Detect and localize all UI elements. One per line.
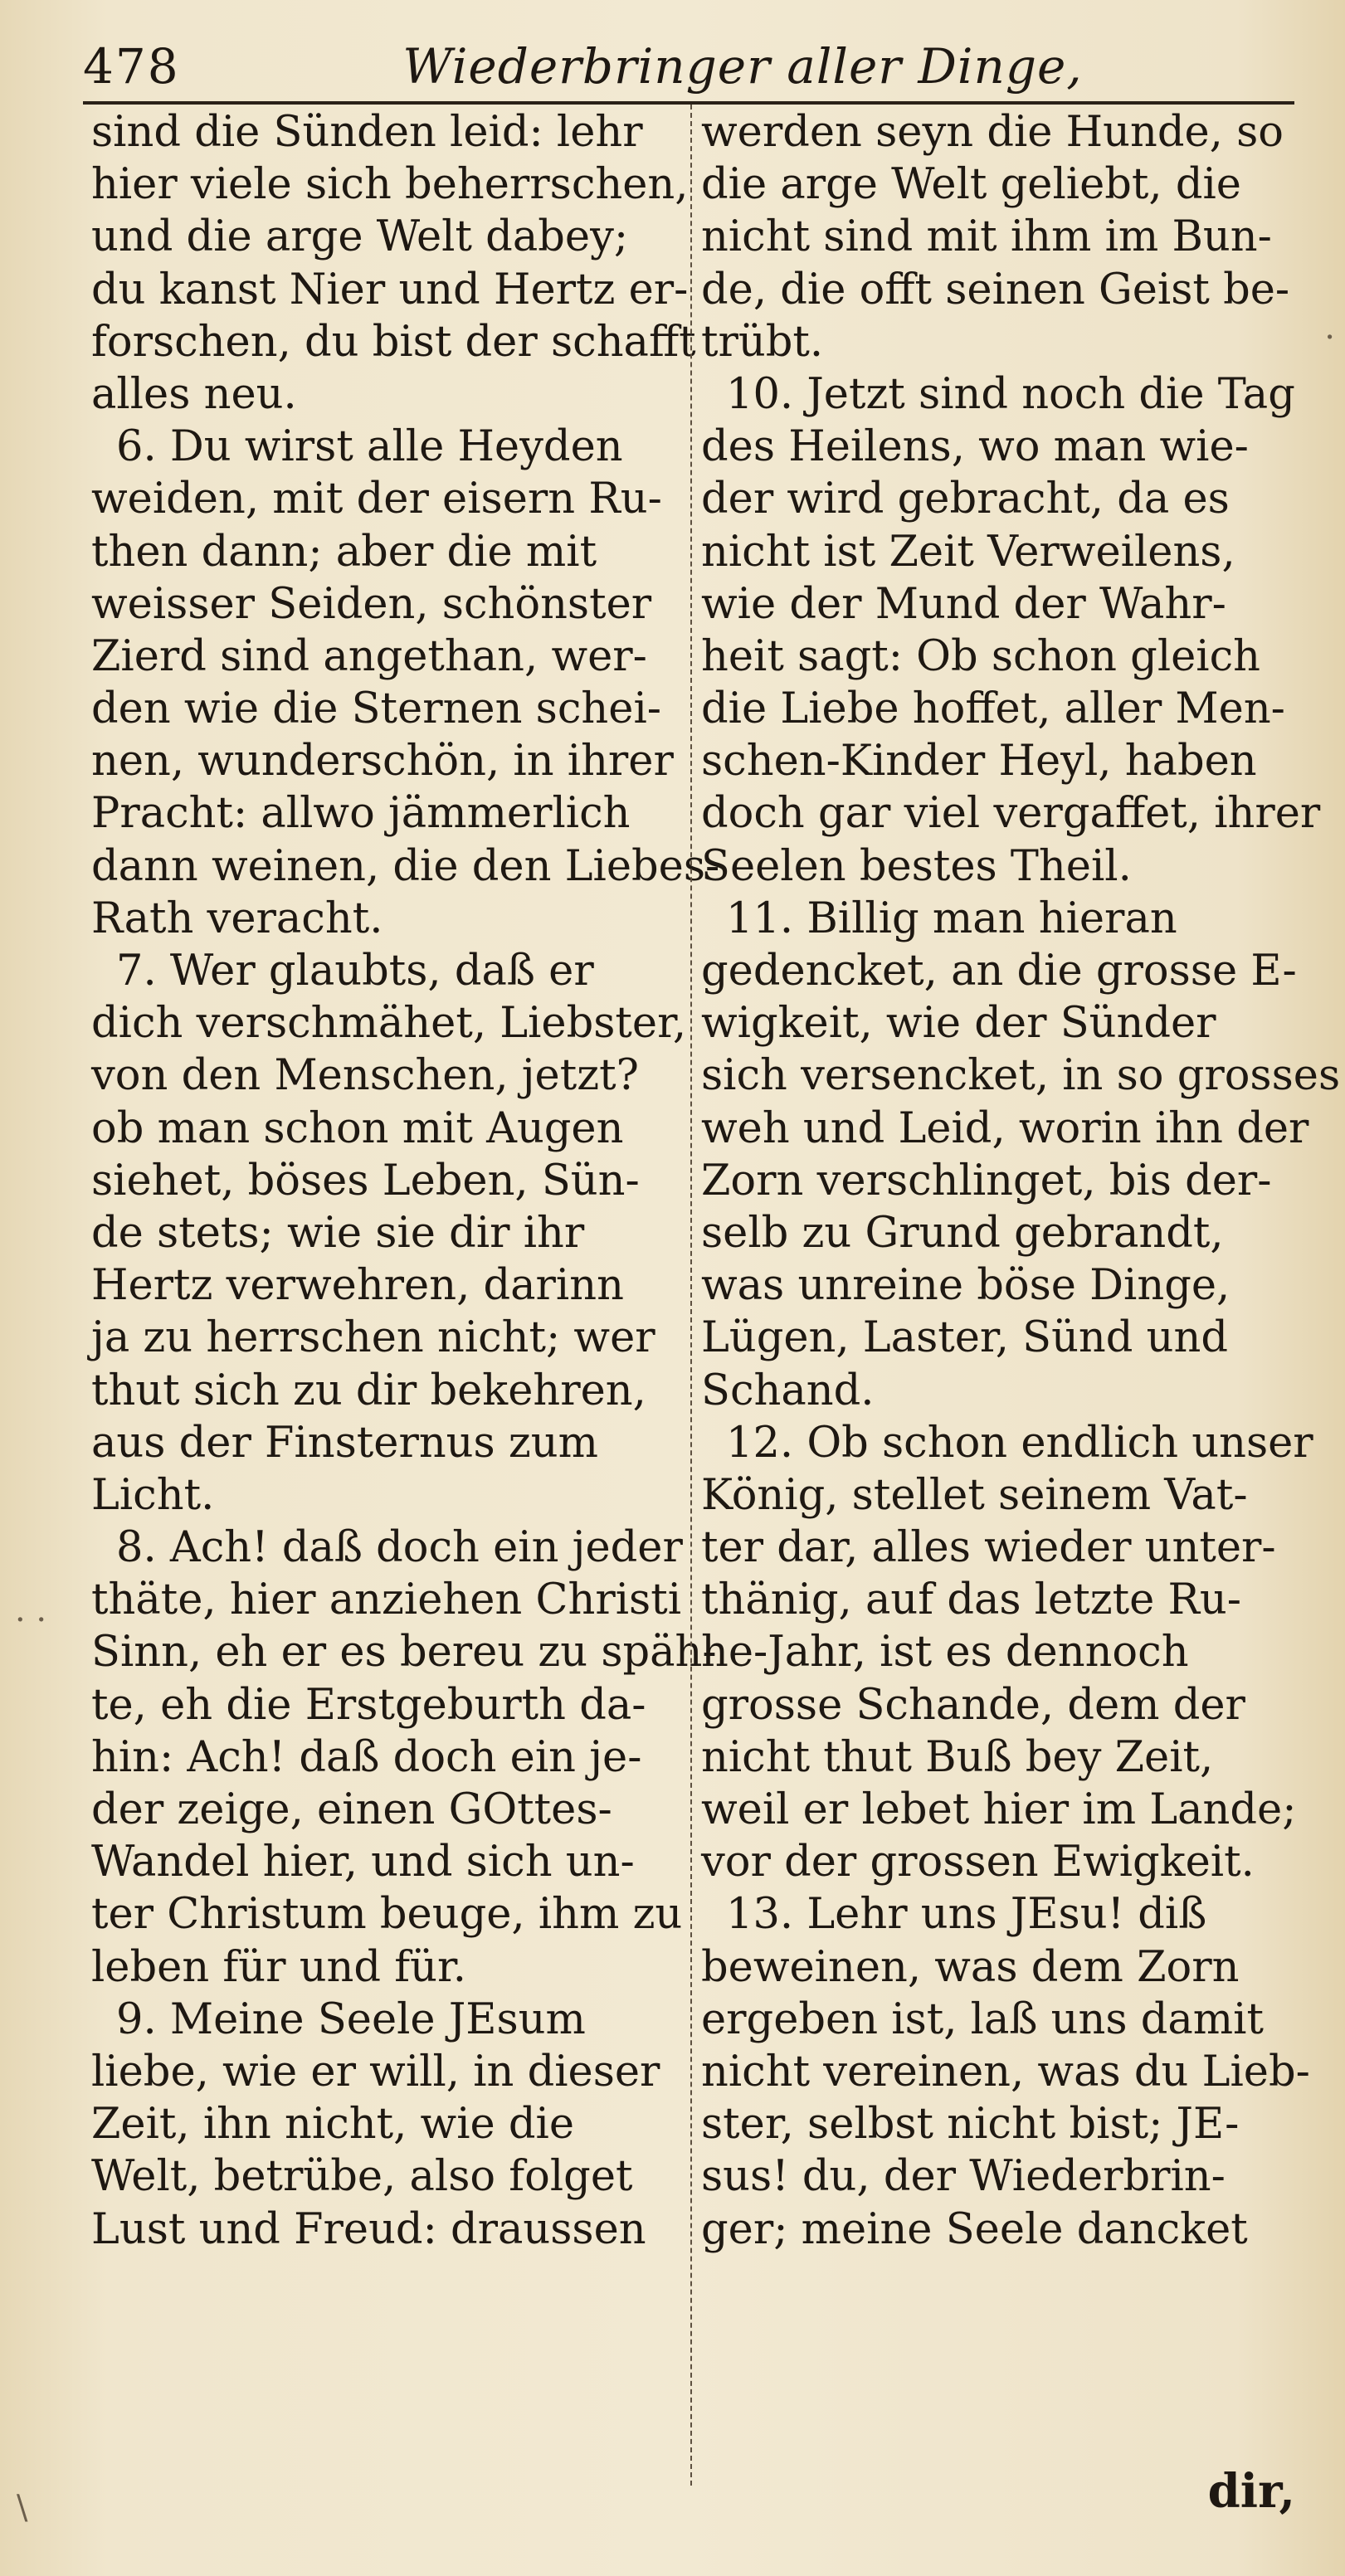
- verse-start-12: 12. Ob schon endlich unser: [726, 1418, 1313, 1468]
- margin-dot-mark: .: [1324, 309, 1335, 347]
- text-line: liebe, wie er will, in dieser: [91, 2047, 660, 2096]
- text-line: wie der Mund der Wahr-: [701, 579, 1226, 629]
- text-line: nicht vereinen, was du Lieb-: [701, 2047, 1310, 2096]
- text-line: nen, wunderschön, in ihrer: [91, 737, 674, 786]
- text-line: thänig, auf das letzte Ru-: [701, 1575, 1241, 1625]
- text-line: hier viele sich beherrschen,: [91, 160, 689, 210]
- text-line: he-Jahr, ist es dennoch: [701, 1628, 1189, 1678]
- text-line: te, eh die Erstgeburth da-: [91, 1680, 646, 1730]
- text-line: selb zu Grund gebrandt,: [701, 1208, 1224, 1258]
- text-line: Hertz verwehren, darinn: [91, 1261, 624, 1311]
- text-line: wigkeit, wie der Sünder: [701, 999, 1216, 1049]
- text-line: thut sich zu dir bekehren,: [91, 1366, 646, 1415]
- text-line: then dann; aber die mit: [91, 527, 597, 577]
- text-line: gedencket, an die grosse E-: [701, 947, 1297, 996]
- text-line: ter Christum beuge, ihm zu: [91, 1890, 683, 1940]
- margin-dot-mark: · ·: [15, 1601, 47, 1639]
- text-line: sus! du, der Wiederbrin-: [701, 2152, 1226, 2202]
- text-line: doch gar viel vergaffet, ihrer: [701, 789, 1321, 839]
- text-line: nicht sind mit ihm im Bun-: [701, 212, 1272, 262]
- text-line: Schand.: [701, 1366, 875, 1415]
- text-line: heit sagt: Ob schon gleich: [701, 631, 1261, 681]
- text-line: Zierd sind angethan, wer-: [91, 631, 647, 681]
- verse-start-11: 11. Billig man hieran: [726, 894, 1177, 943]
- text-line: des Heilens, wo man wie-: [701, 422, 1249, 472]
- text-line: den wie die Sternen schei-: [91, 684, 661, 734]
- text-line: du kanst Nier und Hertz er-: [91, 265, 689, 314]
- text-line: dich verschmähet, Liebster,: [91, 999, 687, 1049]
- text-line: thäte, hier anziehen Christi: [91, 1575, 682, 1625]
- text-line: grosse Schande, dem der: [701, 1680, 1245, 1730]
- text-line: ster, selbst nicht bist; JE-: [701, 2100, 1240, 2150]
- text-line: weiden, mit der eisern Ru-: [91, 475, 662, 524]
- text-line: Lust und Freud: draussen: [91, 2204, 646, 2254]
- verse-start-7: 7. Wer glaubts, daß er: [116, 947, 594, 996]
- left-column: [91, 106, 720, 2256]
- page-header: [83, 33, 1294, 100]
- text-line: weil er lebet hier im Lande;: [701, 1785, 1297, 1834]
- text-line: was unreine böse Dinge,: [701, 1261, 1230, 1311]
- text-line: de, die offt seinen Geist be-: [701, 265, 1290, 314]
- text-line: die Liebe hoffet, aller Men-: [701, 684, 1285, 734]
- page-number: 478: [83, 38, 180, 95]
- text-line: ob man schon mit Augen: [91, 1103, 624, 1153]
- text-line: Rath veracht.: [91, 894, 383, 943]
- verse-start-13: 13. Lehr uns JEsu! diß: [726, 1890, 1207, 1940]
- text-line: beweinen, was dem Zorn: [701, 1942, 1240, 1992]
- text-line: hin: Ach! daß doch ein je-: [91, 1732, 642, 1782]
- text-line: forschen, du bist der schafft: [91, 317, 696, 367]
- text-line: ergeben ist, laß uns damit: [701, 1994, 1264, 2044]
- text-line: dann weinen, die den Liebes-: [91, 841, 720, 891]
- text-line: alles neu.: [91, 369, 297, 419]
- text-line: König, stellet seinem Vat-: [701, 1470, 1248, 1520]
- text-line: Zeit, ihn nicht, wie die: [91, 2100, 575, 2150]
- right-column: [701, 106, 1341, 2256]
- text-line: und die arge Welt dabey;: [91, 212, 629, 262]
- verse-start-6: 6. Du wirst alle Heyden: [116, 422, 623, 472]
- text-line: Zorn verschlinget, bis der-: [701, 1156, 1272, 1205]
- verse-start-10: 10. Jetzt sind noch die Tag: [726, 369, 1295, 419]
- text-line: weisser Seiden, schönster: [91, 579, 652, 629]
- text-line: de stets; wie sie dir ihr: [91, 1208, 585, 1258]
- text-line: ja zu herrschen nicht; wer: [91, 1313, 655, 1363]
- text-line: sind die Sünden leid: lehr: [91, 108, 643, 157]
- text-line: Licht.: [91, 1470, 215, 1520]
- text-line: werden seyn die Hunde, so: [701, 108, 1284, 157]
- verse-start-9: 9. Meine Seele JEsum: [116, 1994, 586, 2044]
- margin-tick-mark: \: [17, 2489, 28, 2527]
- text-line: aus der Finsternus zum: [91, 1418, 598, 1468]
- text-line: weh und Leid, worin ihn der: [701, 1103, 1309, 1153]
- text-line: ger; meine Seele dancket: [701, 2204, 1248, 2254]
- text-line: Seelen bestes Theil.: [701, 841, 1132, 891]
- verse-start-8: 8. Ach! daß doch ein jeder: [116, 1523, 683, 1573]
- text-line: siehet, böses Leben, Sün-: [91, 1156, 640, 1205]
- text-line: trübt.: [701, 317, 824, 367]
- text-line: vor der grossen Ewigkeit.: [701, 1838, 1255, 1887]
- column-divider: [690, 105, 692, 2486]
- text-line: Lügen, Laster, Sünd und: [701, 1313, 1228, 1363]
- text-line: schen-Kinder Heyl, haben: [701, 737, 1257, 786]
- text-line: nicht ist Zeit Verweilens,: [701, 527, 1235, 577]
- header-rule: [83, 101, 1294, 105]
- catchword: dir,: [1207, 2464, 1295, 2519]
- running-head: Wiederbringer aller Dinge,: [402, 38, 1083, 95]
- text-line: von den Menschen, jetzt?: [91, 1051, 639, 1101]
- text-line: der wird gebracht, da es: [701, 475, 1230, 524]
- text-line: Welt, betrübe, also folget: [91, 2152, 633, 2202]
- text-line: Sinn, eh er es bereu zu späh-: [91, 1628, 717, 1678]
- text-line: Wandel hier, und sich un-: [91, 1838, 635, 1887]
- text-line: die arge Welt geliebt, die: [701, 160, 1241, 210]
- text-line: leben für und für.: [91, 1942, 466, 1992]
- text-line: Pracht: allwo jämmerlich: [91, 789, 631, 839]
- text-line: nicht thut Buß bey Zeit,: [701, 1732, 1214, 1782]
- text-line: ter dar, alles wieder unter-: [701, 1523, 1276, 1573]
- text-line: sich versencket, in so grosses: [701, 1051, 1341, 1101]
- text-line: der zeige, einen GOttes-: [91, 1785, 612, 1834]
